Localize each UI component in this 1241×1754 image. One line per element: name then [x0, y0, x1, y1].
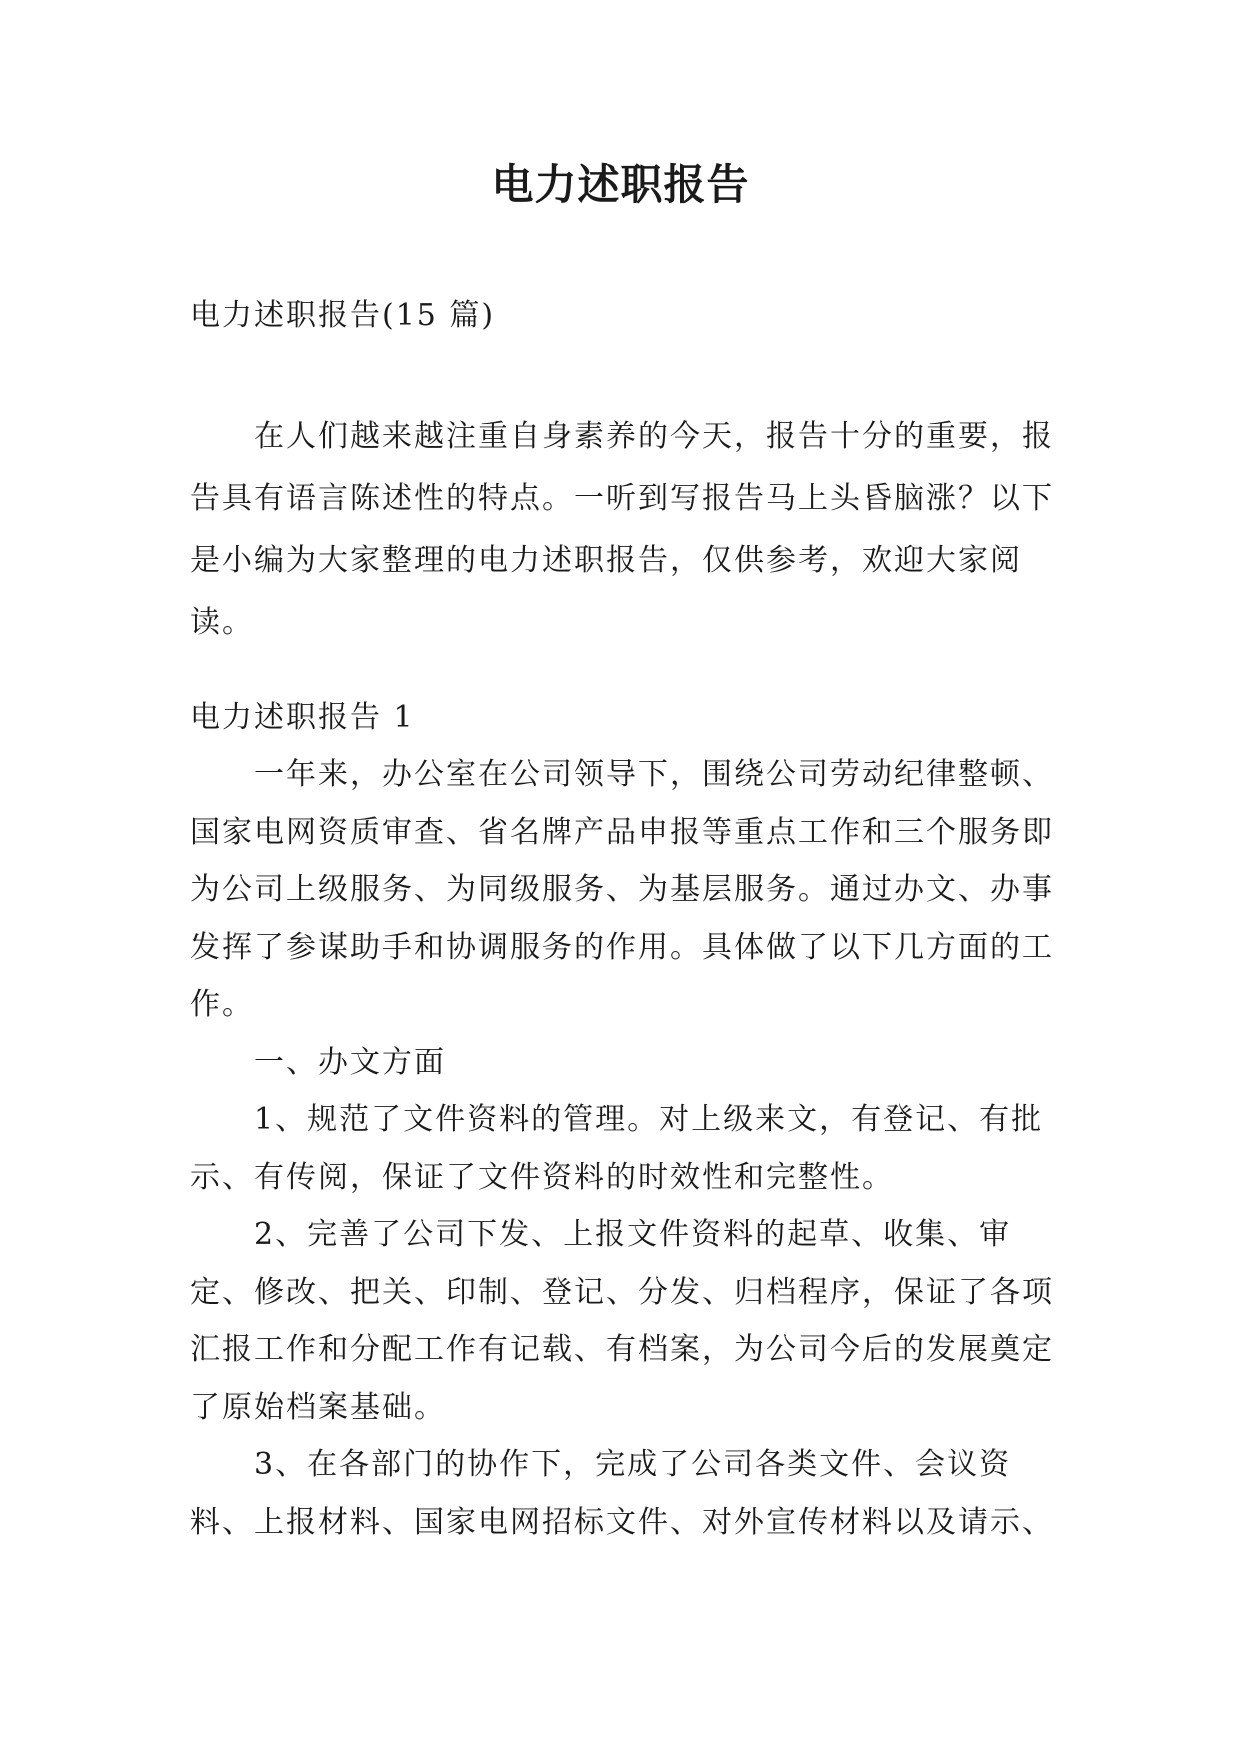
section-heading: 电力述职报告 1 — [190, 700, 415, 735]
paragraph-overview: 一年来，办公室在公司领导下，围绕公司劳动纪律整顿、国家电网资质审查、省名牌产品申报等重点工作和三个服务即为公司上级服务、为同级服务、为基层服务。通过办文、办事发挥了参谋助手和协调服务的作用。具体做了以下几方面的工作。 — [190, 757, 1054, 1022]
paragraph-item-3: 3、在各部门的协作下，完成了公司各类文件、会议资料、上报材料、国家电网招标文件、对外宣传材料以及请示、 — [190, 1447, 1054, 1540]
paragraph-item-2: 2、完善了公司下发、上报文件资料的起草、收集、审定、修改、把关、印制、登记、分发、归档程序，保证了各项汇报工作和分配工作有记载、有档案，为公司今后的发展奠定了原始档案基础。 — [190, 1217, 1054, 1425]
intro-paragraph: 在人们越来越注重自身素养的今天，报告十分的重要，报告具有语言陈述性的特点。一听到写报告马上头昏脑涨？以下是小编为大家整理的电力述职报告，仅供参考，欢迎大家阅读。 — [190, 419, 1054, 640]
subheading-documents: 一、办文方面 — [254, 1044, 446, 1080]
document-subtitle: 电力述职报告(15 篇) — [190, 298, 496, 333]
section-content — [190, 746, 1060, 1551]
paragraph-item-1: 1、规范了文件资料的管理。对上级来文，有登记、有批示、有传阅，保证了文件资料的时效性和完整性。 — [190, 1102, 1044, 1195]
document-title: 电力述职报告 — [491, 160, 750, 209]
